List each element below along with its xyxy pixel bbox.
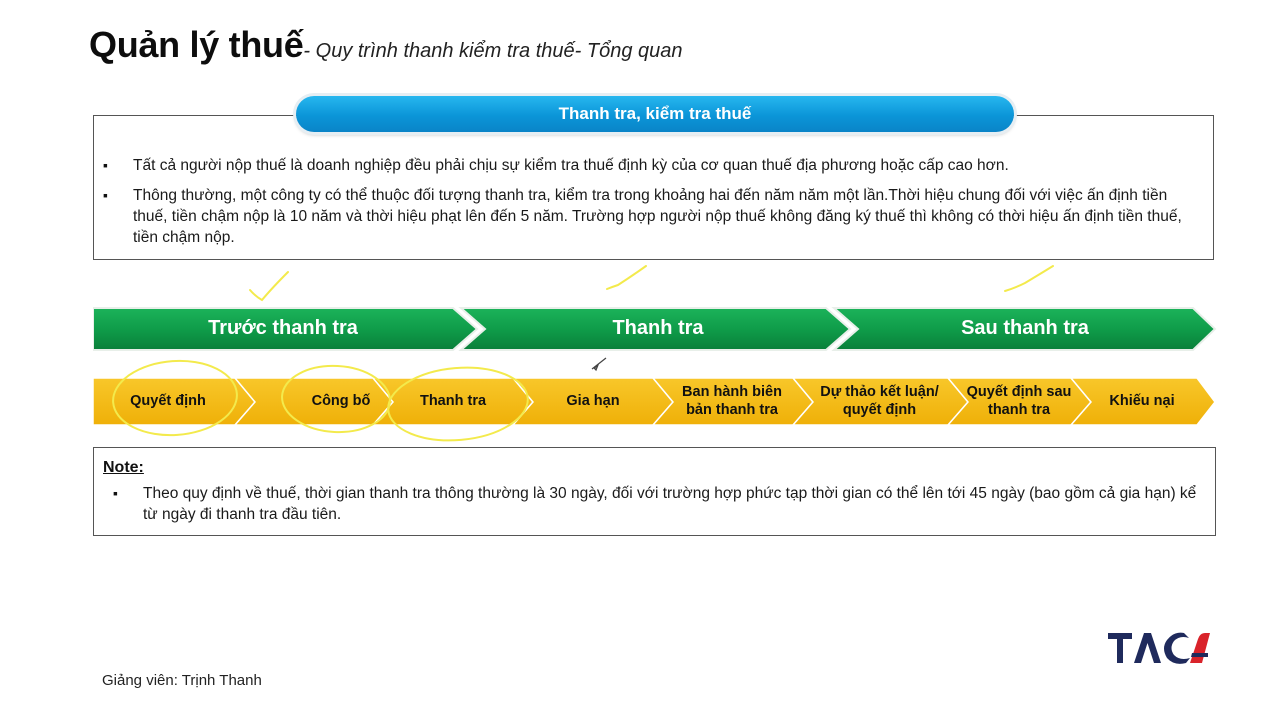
lecturer-footer: Giảng viên: Trịnh Thanh	[102, 672, 262, 689]
slide-title	[89, 24, 683, 66]
step-label: Thanh tra	[419, 393, 487, 409]
pen-cursor-icon	[592, 358, 606, 370]
taca-logo	[1106, 631, 1210, 665]
note-title: Note:	[103, 459, 144, 476]
info-banner: Thanh tra, kiểm tra thuế	[296, 96, 1014, 132]
step-label: Công bố	[311, 393, 371, 409]
checkmark-2	[607, 266, 646, 289]
step-label: Quyết định	[130, 393, 206, 409]
phase-label: Trước thanh tra	[208, 317, 358, 339]
phase-label: Thanh tra	[612, 317, 704, 339]
info-bullet: ▪ Tất cả người nộp thuế là doanh nghiệp đều phải chịu sự kiểm tra thuế định kỳ của cơ quan thuế địa phương hoặc cấp cao hơn.	[133, 155, 1197, 176]
step-label: Ban hành biên bản thanh tra	[682, 384, 782, 418]
step-label: Gia hạn	[566, 393, 620, 409]
step-label: Quyết định sau thanh tra	[966, 384, 1072, 418]
info-bullet: ▪ Thông thường, một công ty có thể thuộc đối tượng thanh tra, kiểm tra trong khoảng hai đến năm năm một lần.Thời hiệu chung đối với việc ấn định tiền thuế, tiền chậm nộp là 10 năm và thời hiệu phạt lên đến 5 năm. Trường hợp người nộp thuế không đăng ký thuế thì không có thời hiệu ấn định tiền thuế, tiền chậm nộp.	[133, 185, 1197, 248]
note-bullet-list	[143, 483, 1203, 525]
checkmark-3	[1005, 266, 1053, 291]
phase-label: Sau thanh tra	[961, 317, 1089, 339]
note-bullet: ▪ Theo quy định về thuế, thời gian thanh tra thông thường là 30 ngày, đối với trường hợp phức tạp thời gian có thể lên tới 45 ngày (bao gồm cả gia hạn) kể từ ngày đi thanh tra đầu tiên.	[143, 483, 1203, 525]
step-label: Khiếu nại	[1109, 393, 1175, 409]
title-subtitle: - Quy trình thanh kiểm tra thuế- Tổng quan	[303, 40, 683, 62]
info-bullet-list	[133, 155, 1197, 257]
checkmark-1	[250, 272, 288, 300]
title-main: Quản lý thuế	[89, 24, 304, 65]
step-label: Dự thảo kết luận/ quyết định	[820, 384, 939, 418]
